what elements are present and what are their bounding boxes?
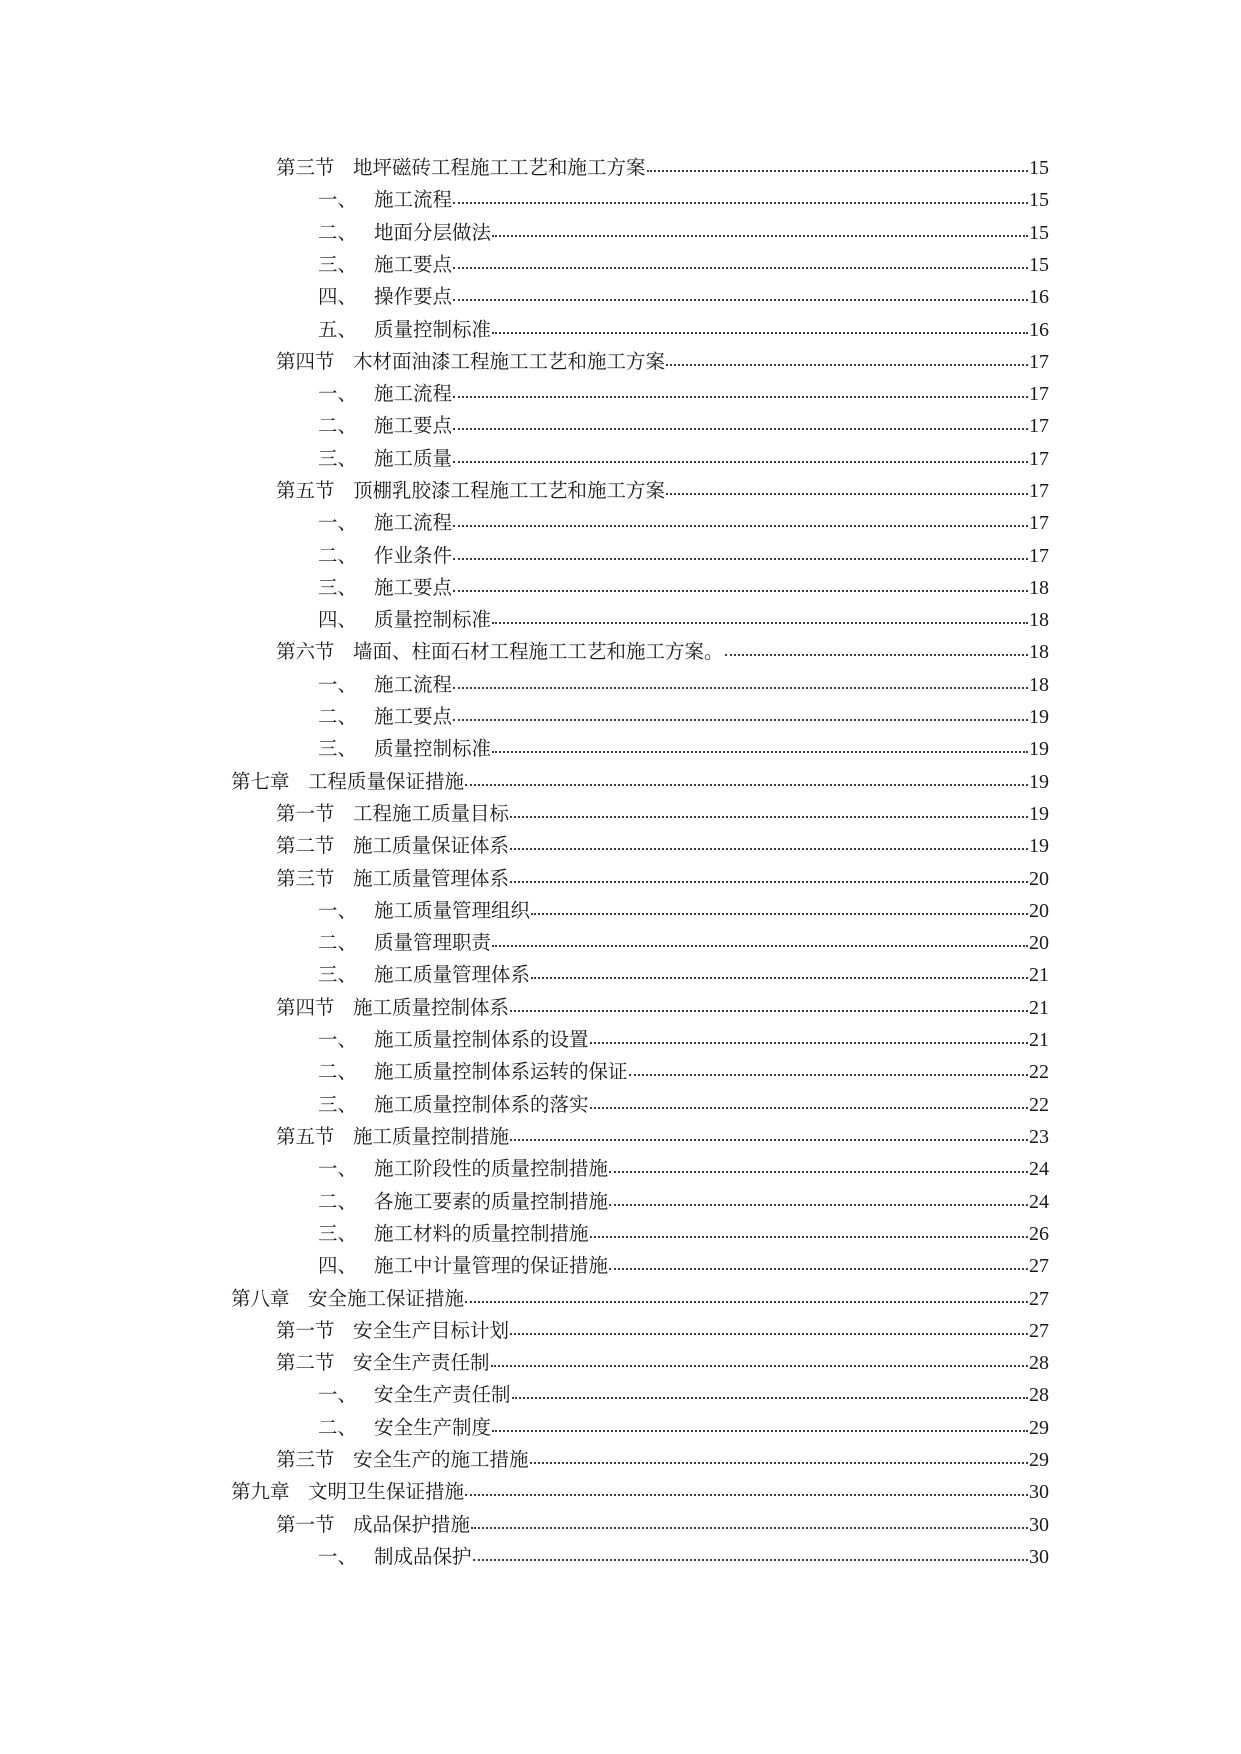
dot-leader [465,1287,1028,1303]
toc-entry-title: 施工质量控制体系的设置 [374,1028,589,1051]
toc-entry-page-number: 29 [1029,1417,1049,1439]
toc-entry-number: 三、 [318,447,358,470]
toc-entry-level-3[interactable] [318,959,1049,991]
dot-leader [609,1254,1028,1270]
dot-leader [629,1060,1028,1076]
toc-entry-number: 一、 [318,1157,358,1180]
toc-entry-title: 安全生产的施工措施 [353,1448,529,1471]
toc-entry-page-number: 29 [1029,1449,1049,1471]
toc-entry-title: 操作要点 [374,285,453,308]
toc-entry-title: 地面分层做法 [374,221,492,244]
dot-leader [510,1125,1028,1141]
toc-entry-page-number: 30 [1029,1546,1049,1568]
toc-entry-number: 二、 [318,414,358,437]
toc-entry-number: 第五节 [276,479,335,502]
toc-entry-title: 施工质量管理体系 [353,867,510,890]
dot-leader [510,867,1028,883]
toc-entry-title: 施工要点 [374,576,453,599]
dot-leader [510,996,1028,1012]
toc-entry-level-2[interactable] [276,863,1049,895]
toc-entry-number: 第五节 [276,1125,335,1148]
toc-entry-level-3[interactable] [318,669,1049,701]
toc-entry-number: 第八章 [231,1287,290,1310]
dot-leader [453,447,1028,463]
toc-entry-title: 各施工要素的质量控制措施 [374,1190,609,1213]
toc-entry-page-number: 17 [1029,383,1049,405]
toc-entry-title: 工程质量保证措施 [308,770,465,793]
toc-entry-number: 二、 [318,931,358,954]
toc-entry-level-3[interactable] [318,217,1049,249]
dot-leader [590,1093,1028,1109]
toc-entry-level-2[interactable] [276,992,1049,1024]
toc-entry-number: 五、 [318,318,358,341]
toc-entry-level-3[interactable] [318,604,1049,636]
toc-entry-title: 质量控制标准 [374,608,492,631]
toc-entry-page-number: 15 [1029,189,1049,211]
toc-entry-page-number: 27 [1029,1320,1049,1342]
dot-leader [590,1222,1028,1238]
dot-leader [666,350,1028,366]
dot-leader [666,479,1028,495]
dot-leader [609,1190,1028,1206]
toc-entry-level-2[interactable] [276,346,1049,378]
dot-leader [510,834,1028,850]
toc-entry-title: 顶棚乳胶漆工程施工工艺和施工方案 [353,479,666,502]
dot-leader [453,705,1028,721]
toc-entry-page-number: 19 [1029,803,1049,825]
toc-entry-level-3[interactable] [318,281,1049,313]
toc-entry-page-number: 27 [1029,1255,1049,1277]
toc-entry-level-2[interactable] [276,1315,1049,1347]
toc-entry-number: 一、 [318,188,358,211]
toc-entry-title: 施工质量 [374,447,453,470]
toc-entry-level-1[interactable] [231,1283,1049,1315]
toc-entry-level-3[interactable] [318,1024,1049,1056]
toc-entry-title: 质量管理职责 [374,931,492,954]
toc-entry-page-number: 19 [1029,771,1049,793]
dot-leader [492,318,1028,334]
toc-entry-level-3[interactable] [318,1412,1049,1444]
toc-entry-page-number: 18 [1029,577,1049,599]
toc-entry-page-number: 16 [1029,319,1049,341]
toc-entry-number: 三、 [318,963,358,986]
toc-entry-page-number: 24 [1029,1191,1049,1213]
toc-entry-number: 第三节 [276,156,335,179]
toc-entry-level-3[interactable] [318,1250,1049,1282]
toc-entry-title: 安全生产制度 [374,1416,492,1439]
toc-entry-title: 成品保护措施 [353,1513,471,1536]
toc-entry-level-2[interactable] [276,830,1049,862]
toc-entry-level-3[interactable] [318,1379,1049,1411]
toc-entry-title: 施工质量控制体系运转的保证 [374,1060,628,1083]
toc-entry-level-3[interactable] [318,507,1049,539]
toc-entry-level-3[interactable] [318,1089,1049,1121]
toc-entry-page-number: 18 [1029,641,1049,663]
toc-entry-number: 一、 [318,1545,358,1568]
toc-entry-title: 施工材料的质量控制措施 [374,1222,589,1245]
toc-entry-page-number: 20 [1029,932,1049,954]
toc-entry-title: 施工流程 [374,382,453,405]
toc-entry-title: 施工流程 [374,673,453,696]
toc-entry-level-1[interactable] [231,1476,1049,1508]
toc-entry-title: 墙面、柱面石材工程施工工艺和施工方案。 [353,640,724,663]
toc-entry-number: 三、 [318,1222,358,1245]
dot-leader [453,673,1028,689]
toc-entry-title: 施工质量控制体系 [353,996,510,1019]
toc-entry-number: 三、 [318,253,358,276]
toc-entry-number: 第四节 [276,350,335,373]
dot-leader [531,899,1028,915]
dot-leader [465,770,1028,786]
toc-entry-page-number: 17 [1029,512,1049,534]
toc-entry-level-2[interactable] [276,1444,1049,1476]
toc-entry-number: 第二节 [276,1351,335,1374]
toc-entry-title: 安全生产责任制 [353,1351,490,1374]
dot-leader [492,608,1028,624]
toc-entry-page-number: 15 [1029,157,1049,179]
dot-leader [453,511,1028,527]
toc-entry-number: 第七章 [231,770,290,793]
toc-entry-level-3[interactable] [318,1218,1049,1250]
dot-leader [512,1383,1028,1399]
toc-entry-page-number: 19 [1029,835,1049,857]
toc-entry-page-number: 16 [1029,286,1049,308]
toc-entry-level-1[interactable] [231,766,1049,798]
toc-entry-title: 施工质量管理体系 [374,963,531,986]
toc-entry-page-number: 20 [1029,868,1049,890]
toc-entry-page-number: 15 [1029,222,1049,244]
toc-entry-level-2[interactable] [276,798,1049,830]
toc-entry-page-number: 30 [1029,1514,1049,1536]
toc-entry-number: 二、 [318,1190,358,1213]
dot-leader [492,737,1028,753]
toc-entry-title: 施工中计量管理的保证措施 [374,1254,609,1277]
dot-leader [492,1416,1028,1432]
toc-entry-level-3[interactable] [318,249,1049,281]
dot-leader [510,802,1028,818]
toc-entry-title: 文明卫生保证措施 [308,1480,465,1503]
toc-entry-level-3[interactable] [318,1153,1049,1185]
toc-entry-page-number: 18 [1029,609,1049,631]
dot-leader [609,1157,1028,1173]
toc-entry-title: 工程施工质量目标 [353,802,510,825]
toc-entry-number: 第二节 [276,834,335,857]
toc-entry-level-3[interactable] [318,1541,1049,1573]
toc-entry-title: 施工质量管理组织 [374,899,531,922]
dot-leader [453,544,1028,560]
toc-entry-level-3[interactable] [318,443,1049,475]
dot-leader [590,1028,1028,1044]
dot-leader [492,221,1028,237]
toc-entry-level-3[interactable] [318,1056,1049,1088]
toc-entry-title: 地坪磁砖工程施工工艺和施工方案 [353,156,646,179]
toc-entry-title: 施工质量控制体系的落实 [374,1093,589,1116]
dot-leader [510,1319,1028,1335]
toc-entry-page-number: 22 [1029,1094,1049,1116]
dot-leader [647,156,1028,172]
toc-entry-number: 三、 [318,576,358,599]
toc-entry-number: 第九章 [231,1480,290,1503]
dot-leader [471,1513,1028,1529]
toc-entry-title: 安全施工保证措施 [308,1287,465,1310]
toc-entry-number: 四、 [318,1254,358,1277]
toc-entry-page-number: 18 [1029,674,1049,696]
toc-entry-page-number: 30 [1029,1481,1049,1503]
toc-entry-title: 施工流程 [374,188,453,211]
toc-entry-title: 施工阶段性的质量控制措施 [374,1157,609,1180]
toc-entry-title: 木材面油漆工程施工工艺和施工方案 [353,350,666,373]
toc-entry-number: 四、 [318,285,358,308]
dot-leader [465,1480,1028,1496]
toc-entry-number: 一、 [318,511,358,534]
dot-leader [530,1448,1028,1464]
toc-entry-number: 二、 [318,1060,358,1083]
toc-entry-page-number: 21 [1029,964,1049,986]
toc-entry-number: 三、 [318,1093,358,1116]
toc-entry-title: 作业条件 [374,544,453,567]
toc-entry-page-number: 28 [1029,1352,1049,1374]
toc-entry-page-number: 17 [1029,545,1049,567]
dot-leader [453,382,1028,398]
toc-entry-title: 质量控制标准 [374,318,492,341]
toc-entry-level-2[interactable] [276,152,1049,184]
dot-leader [453,253,1028,269]
toc-entry-page-number: 28 [1029,1384,1049,1406]
dot-leader [453,188,1028,204]
toc-entry-number: 四、 [318,608,358,631]
toc-entry-level-3[interactable] [318,927,1049,959]
toc-entry-level-3[interactable] [318,895,1049,927]
toc-entry-page-number: 17 [1029,480,1049,502]
toc-entry-page-number: 17 [1029,448,1049,470]
toc-entry-page-number: 22 [1029,1061,1049,1083]
toc-entry-level-3[interactable] [318,733,1049,765]
toc-entry-number: 第一节 [276,802,335,825]
toc-entry-number: 一、 [318,1383,358,1406]
toc-entry-title: 安全生产责任制 [374,1383,511,1406]
toc-entry-level-2[interactable] [276,1509,1049,1541]
toc-entry-page-number: 21 [1029,1029,1049,1051]
toc-entry-number: 二、 [318,544,358,567]
toc-entry-level-3[interactable] [318,540,1049,572]
toc-entry-number: 第六节 [276,640,335,663]
toc-entry-title: 施工质量控制措施 [353,1125,510,1148]
dot-leader [491,1351,1028,1367]
toc-entry-number: 第四节 [276,996,335,1019]
dot-leader [453,576,1028,592]
toc-entry-page-number: 17 [1029,415,1049,437]
toc-entry-page-number: 20 [1029,900,1049,922]
dot-leader [531,963,1028,979]
toc-entry-page-number: 24 [1029,1158,1049,1180]
toc-entry-number: 二、 [318,221,358,244]
toc-entry-title: 施工质量保证体系 [353,834,510,857]
toc-entry-level-2[interactable] [276,475,1049,507]
toc-entry-number: 一、 [318,1028,358,1051]
toc-entry-level-3[interactable] [318,314,1049,346]
toc-entry-page-number: 19 [1029,706,1049,728]
dot-leader [725,640,1028,656]
toc-entry-level-2[interactable] [276,1347,1049,1379]
toc-entry-title: 施工要点 [374,705,453,728]
toc-entry-page-number: 15 [1029,254,1049,276]
toc-entry-title: 施工流程 [374,511,453,534]
toc-entry-level-3[interactable] [318,410,1049,442]
toc-entry-title: 质量控制标准 [374,737,492,760]
toc-entry-page-number: 26 [1029,1223,1049,1245]
toc-entry-number: 二、 [318,1416,358,1439]
toc-entry-number: 一、 [318,899,358,922]
toc-entry-level-3[interactable] [318,184,1049,216]
toc-entry-number: 第三节 [276,1448,335,1471]
toc-entry-title: 施工要点 [374,414,453,437]
toc-entry-number: 二、 [318,705,358,728]
toc-entry-number: 一、 [318,382,358,405]
toc-entry-number: 一、 [318,673,358,696]
toc-entry-page-number: 19 [1029,738,1049,760]
dot-leader [453,414,1028,430]
toc-entry-title: 制成品保护 [374,1545,472,1568]
toc-entry-number: 第一节 [276,1513,335,1536]
toc-entry-page-number: 17 [1029,351,1049,373]
toc-entry-number: 第三节 [276,867,335,890]
toc-entry-level-3[interactable] [318,1186,1049,1218]
dot-leader [492,931,1028,947]
toc-entry-page-number: 23 [1029,1126,1049,1148]
toc-entry-number: 第一节 [276,1319,335,1342]
toc-entry-level-3[interactable] [318,701,1049,733]
toc-entry-page-number: 21 [1029,997,1049,1019]
toc-entry-level-3[interactable] [318,378,1049,410]
dot-leader [473,1545,1028,1561]
toc-entry-title: 安全生产目标计划 [353,1319,510,1342]
toc-entry-page-number: 27 [1029,1288,1049,1310]
dot-leader [453,285,1028,301]
toc-entry-level-2[interactable] [276,1121,1049,1153]
toc-entry-number: 三、 [318,737,358,760]
toc-entry-level-3[interactable] [318,572,1049,604]
toc-entry-title: 施工要点 [374,253,453,276]
toc-entry-level-2[interactable] [276,636,1049,668]
